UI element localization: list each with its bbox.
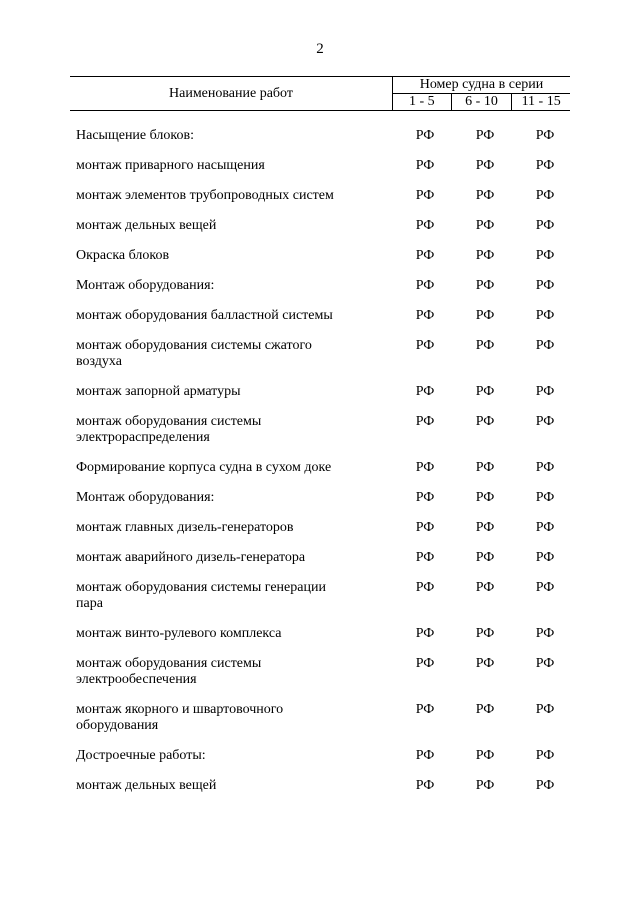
- series-value: РФ: [475, 748, 495, 763]
- table-row: [76, 702, 576, 734]
- work-name: монтаж винто-рулевого комплекса: [76, 626, 282, 641]
- series-value: РФ: [535, 248, 555, 263]
- series-value: РФ: [535, 460, 555, 475]
- table-row: [76, 778, 576, 794]
- series-value: РФ: [475, 550, 495, 565]
- series-value: РФ: [475, 188, 495, 203]
- work-name: монтаж запорной арматуры: [76, 384, 241, 399]
- series-value: РФ: [535, 520, 555, 535]
- series-value: РФ: [535, 626, 555, 641]
- series-value: РФ: [535, 188, 555, 203]
- series-value: РФ: [415, 580, 435, 595]
- series-value: РФ: [415, 308, 435, 323]
- series-value: РФ: [415, 158, 435, 173]
- series-value: РФ: [535, 748, 555, 763]
- work-name: монтаж оборудования системы электрообеспечения: [76, 656, 262, 687]
- series-value: РФ: [535, 656, 555, 671]
- series-value: РФ: [535, 490, 555, 505]
- header-series-col: 1 - 5: [409, 94, 435, 109]
- work-name: Окраска блоков: [76, 248, 170, 263]
- series-value: РФ: [535, 550, 555, 565]
- series-value: РФ: [475, 338, 495, 353]
- page-number: 2: [316, 41, 324, 57]
- series-value: РФ: [535, 308, 555, 323]
- table-row: [76, 308, 576, 324]
- table-body: [76, 128, 576, 808]
- header-series-col: 11 - 15: [511, 94, 570, 110]
- table-row: [76, 490, 576, 506]
- series-value: РФ: [415, 490, 435, 505]
- series-value: РФ: [475, 278, 495, 293]
- table-header: [70, 76, 570, 111]
- work-name: Достроечные работы:: [76, 748, 206, 763]
- series-value: РФ: [475, 702, 495, 717]
- work-name: монтаж оборудования системы генерации пара: [76, 580, 326, 611]
- work-name: монтаж оборудования системы сжатого воздуха: [76, 338, 312, 369]
- work-name: Насыщение блоков:: [76, 128, 194, 143]
- header-series-columns: [393, 94, 570, 110]
- series-value: РФ: [475, 308, 495, 323]
- series-value: РФ: [415, 248, 435, 263]
- work-name: монтаж главных дизель-генераторов: [76, 520, 294, 535]
- series-value: РФ: [415, 460, 435, 475]
- series-value: РФ: [475, 384, 495, 399]
- series-value: РФ: [535, 278, 555, 293]
- header-work-name: Наименование работ: [169, 85, 293, 101]
- series-value: РФ: [535, 384, 555, 399]
- series-value: РФ: [535, 338, 555, 353]
- series-value: РФ: [415, 338, 435, 353]
- header-series-col: 6 - 10: [451, 94, 512, 110]
- series-value: РФ: [415, 414, 435, 429]
- series-value: РФ: [415, 656, 435, 671]
- series-value: РФ: [535, 778, 555, 793]
- work-name: монтаж оборудования системы электрораспределения: [76, 414, 262, 445]
- series-value: РФ: [475, 520, 495, 535]
- table-row: [76, 460, 576, 476]
- series-value: РФ: [415, 384, 435, 399]
- work-name: монтаж приварного насыщения: [76, 158, 265, 173]
- series-value: РФ: [415, 278, 435, 293]
- series-value: РФ: [415, 128, 435, 143]
- series-value: РФ: [475, 414, 495, 429]
- work-name: монтаж дельных вещей: [76, 778, 217, 793]
- series-value: РФ: [475, 626, 495, 641]
- work-name: монтаж дельных вещей: [76, 218, 217, 233]
- work-name: Монтаж оборудования:: [76, 490, 215, 505]
- series-value: РФ: [475, 248, 495, 263]
- table-row: [76, 520, 576, 536]
- table-row: [76, 338, 576, 370]
- table-row: [76, 626, 576, 642]
- series-value: РФ: [475, 490, 495, 505]
- series-value: РФ: [415, 626, 435, 641]
- series-value: РФ: [415, 748, 435, 763]
- series-value: РФ: [535, 580, 555, 595]
- series-value: РФ: [475, 128, 495, 143]
- work-name: монтаж аварийного дизель-генератора: [76, 550, 306, 565]
- series-value: РФ: [415, 218, 435, 233]
- table-row: [76, 188, 576, 204]
- series-value: РФ: [535, 128, 555, 143]
- work-name: Формирование корпуса судна в сухом доке: [76, 460, 332, 475]
- header-series: [392, 77, 570, 110]
- table-row: [76, 278, 576, 294]
- series-value: РФ: [475, 778, 495, 793]
- table-row: [76, 550, 576, 566]
- series-value: РФ: [475, 460, 495, 475]
- table-row: [76, 748, 576, 764]
- series-value: РФ: [415, 550, 435, 565]
- series-value: РФ: [475, 218, 495, 233]
- series-value: РФ: [535, 218, 555, 233]
- table-row: [76, 218, 576, 234]
- work-name: монтаж оборудования балластной системы: [76, 308, 333, 323]
- series-value: РФ: [535, 414, 555, 429]
- series-value: РФ: [475, 158, 495, 173]
- work-name: монтаж якорного и швартовочного оборудования: [76, 702, 284, 733]
- work-name: монтаж элементов трубопроводных систем: [76, 188, 334, 203]
- series-value: РФ: [415, 188, 435, 203]
- table-row: [76, 158, 576, 174]
- table-row: [76, 580, 576, 612]
- table-row: [76, 384, 576, 400]
- header-series-title: Номер судна в серии: [393, 77, 570, 94]
- table-row: [76, 656, 576, 688]
- table-row: [76, 248, 576, 264]
- series-value: РФ: [415, 778, 435, 793]
- series-value: РФ: [475, 580, 495, 595]
- work-name: Монтаж оборудования:: [76, 278, 215, 293]
- series-value: РФ: [535, 158, 555, 173]
- series-value: РФ: [535, 702, 555, 717]
- series-value: РФ: [415, 520, 435, 535]
- table-row: [76, 128, 576, 144]
- table-row: [76, 414, 576, 446]
- series-value: РФ: [415, 702, 435, 717]
- series-value: РФ: [475, 656, 495, 671]
